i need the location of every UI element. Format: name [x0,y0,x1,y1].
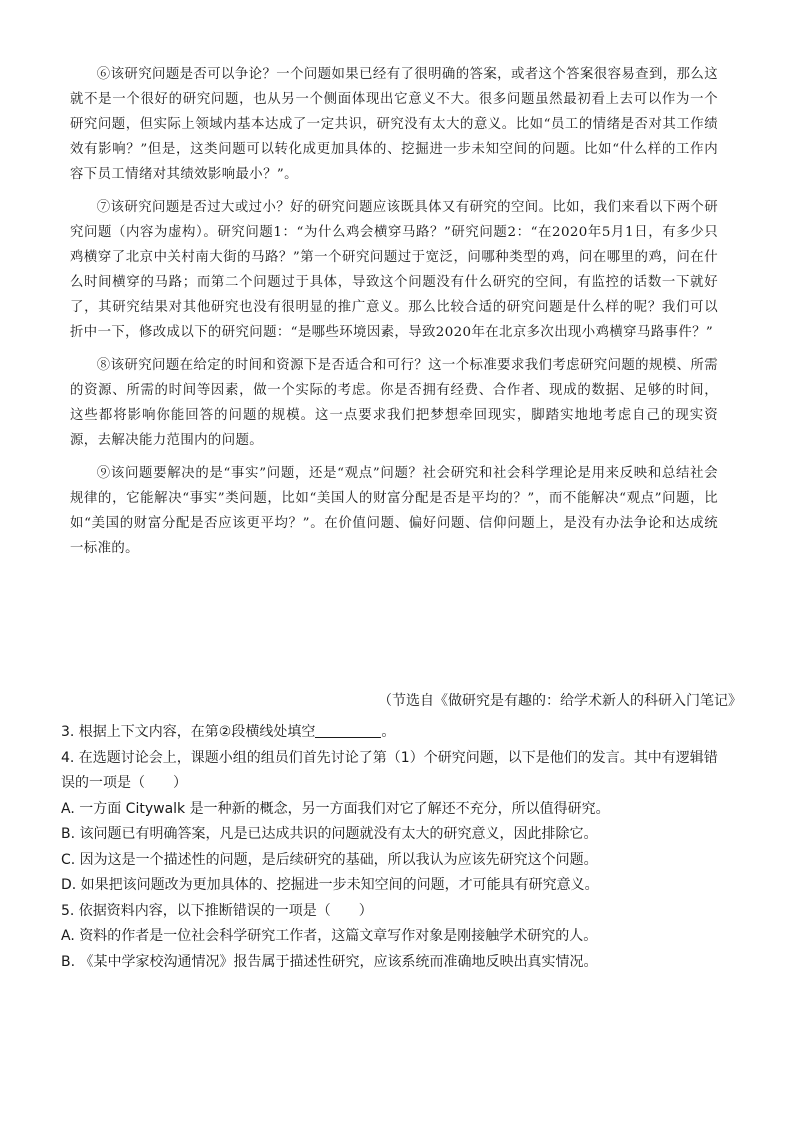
question-section [61,720,731,975]
question-4-option-d[interactable]: D. 如果把该问题改为更加具体的、挖掘进一步未知空间的问题，才可能具有研究意义。 [61,877,599,893]
paragraph-8: ⑧该研究问题在给定的时间和资源下是否适合和可行？这一个标准要求我们考虑研究问题的规模、所需的资源、所需的时间等因素，做一个实际的考虑。你是否拥有经费、合作者、现成的数据、足够的时间，这些都将影响你能回答的问题的规模。这一点要求我们把梦想牵回现实，脚踏实地地考虑自己的现实资源，去解决能力范围内的问题。 [70,358,718,448]
question-4-option-c[interactable]: C. 因为这是一个描述性的问题，是后续研究的基础，所以我认为应该先研究这个问题。 [61,851,598,868]
fill-in-blank[interactable] [315,723,381,738]
source-citation: （节选自《做研究是有趣的：给学术新人的科研入门笔记》 [378,693,742,709]
question-5-option-b[interactable]: B. 《某中学家校沟通情况》报告属于描述性研究，应该系统而准确地反映出真实情况。 [61,953,598,970]
paragraph-7: ⑦该研究问题是否过大或过小？好的研究问题应该既具体又有研究的空间。比如，我们来看以下两个研究问题（内容为虚构）。研究问题1：“为什么鸡会横穿马路？”研究问题2：“在2020年5月1日，有多少只鸡横穿了北京中关村南大街的马路？”第一个研究问题过于宽泛，问哪种类型的鸡，问在哪里的鸡，问在什么时间横穿的马路；而第二个问题过于具体，导致这个问题没有什么研究的空间，有监控的话数一下就好了，其研究结果对其他研究也没有很明显的推广意义。那么比较合适的研究问题是什么样的呢？我们可以折中一下，修改成以下的研究问题：“是哪些环境因素，导致2020年在北京多次出现小鸡横穿马路事件？” [70,200,718,340]
paragraph-6: ⑥该研究问题是否可以争论？一个问题如果已经有了很明确的答案，或者这个答案很容易查到，那么这就不是一个很好的研究问题，也从另一个侧面体现出它意义不大。很多问题虽然最初看上去可以作为一个研究问题，但实际上领域内基本达成了一定共识，研究没有太大的意义。比如“员工的情绪是否对其工作绩效有影响？”但是，这类问题可以转化成更加具体的、挖掘进一步未知空间的问题。比如“什么样的工作内容下员工情绪对其绩效影响最小？”。 [70,67,718,182]
question-3-end: 。 [381,724,396,740]
question-4-option-b[interactable]: B. 该问题已有明确答案，凡是已达成共识的问题就没有太大的研究意义，因此排除它。 [61,826,598,842]
question-5: 5. 依据资料内容，以下推断错误的一项是（ ） [61,902,373,919]
reading-passage [70,62,718,569]
question-5-option-a[interactable]: A. 资料的作者是一位社会科学研究工作者，这篇文章写作对象是刚接触学术研究的人。 [61,928,598,944]
question-4: 4. 在选题讨论会上，课题小组的组员们首先讨论了第（1）个研究问题，以下是他们的发言。其中有逻辑错误的一项是（ ） [61,749,718,791]
paragraph-9: ⑨该问题要解决的是“事实”问题，还是“观点”问题？社会研究和社会科学理论是用来反映和总结社会规律的，它能解决“事实”类问题，比如“美国人的财富分配是否是平均的？”，而不能解决“观点”问题，比如“美国的财富分配是否应该更平均？”。在价值问题、偏好问题、信仰问题上，是没有办法争论和达成统一标准的。 [70,466,718,556]
question-4-option-a[interactable]: A. 一方面 Citywalk 是一种新的概念，另一方面我们对它了解还不充分，所以值得研究。 [61,800,610,817]
question-3 [61,720,731,746]
question-3-text: 3. 根据上下文内容，在第②段横线处填空 [61,724,316,740]
